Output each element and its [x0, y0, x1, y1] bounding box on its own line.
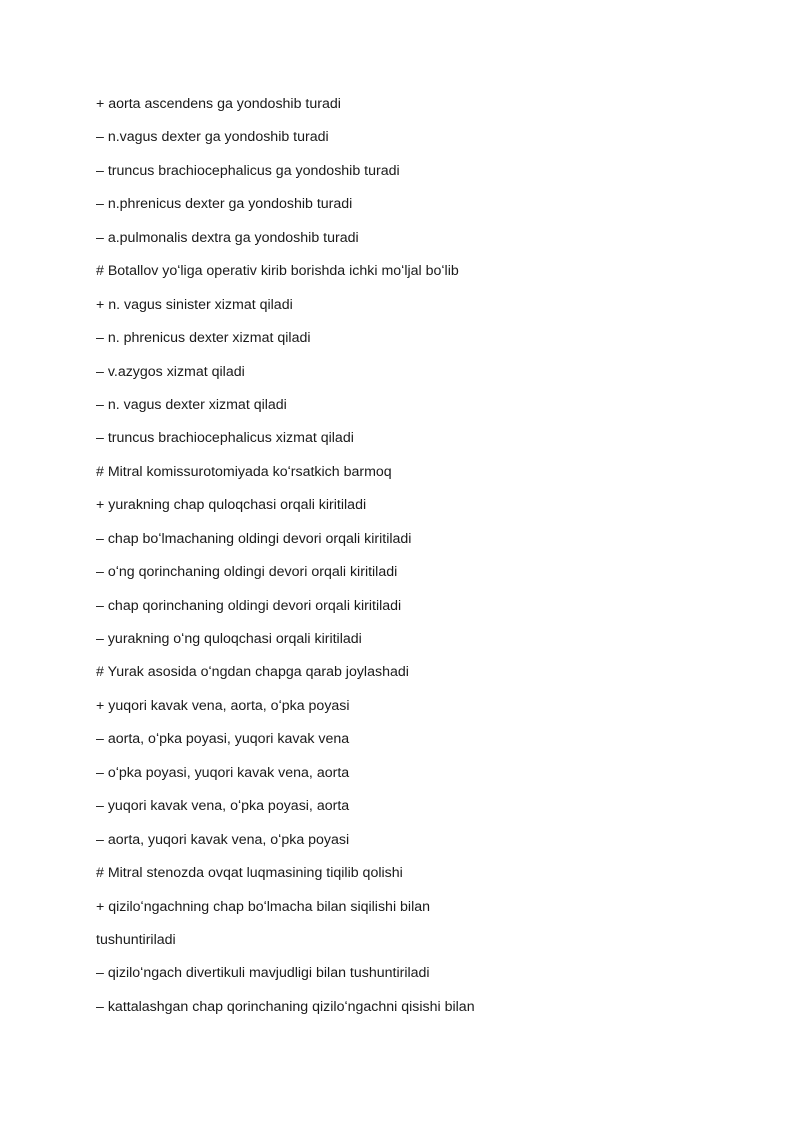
- text-line: – truncus brachiocephalicus ga yondoshib turadi: [96, 162, 400, 179]
- text-line: – kattalashgan chap qorinchaning qiziloʻngachni qisishi bilan: [96, 998, 475, 1015]
- question-line: # Yurak asosida oʻngdan chapga qarab joylashadi: [96, 664, 409, 681]
- text-line: + n. vagus sinister xizmat qiladi: [96, 296, 293, 313]
- text-block: [96, 94, 736, 1030]
- question-line: # Botallov yoʻliga operativ kirib borishda ichki moʻljal boʻlib: [96, 263, 459, 280]
- text-line: + aorta ascendens ga yondoshib turadi: [96, 96, 341, 112]
- text-line: – oʻpka poyasi, yuqori kavak vena, aorta: [96, 764, 350, 781]
- text-line: – chap qorinchaning oldingi devori orqali kiritiladi: [96, 597, 402, 614]
- question-line: # Mitral komissurotomiyada koʻrsatkich barmoq: [96, 463, 392, 480]
- text-line: – chap boʻlmachaning oldingi devori orqali kiritiladi: [96, 530, 412, 547]
- text-line: – aorta, oʻpka poyasi, yuqori kavak vena: [96, 731, 350, 748]
- text-line: + yuqori kavak vena, aorta, oʻpka poyasi: [96, 697, 350, 714]
- text-line: + yurakning chap quloqchasi orqali kiritiladi: [96, 497, 367, 514]
- text-line: – qiziloʻngach divertikuli mavjudligi bilan tushuntiriladi: [96, 965, 430, 982]
- text-line: – n.vagus dexter ga yondoshib turadi: [96, 129, 329, 146]
- text-line: + qiziloʻngachning chap boʻlmacha bilan siqilishi bilan: [96, 898, 431, 915]
- text-line: – yuqori kavak vena, oʻpka poyasi, aorta: [96, 798, 350, 815]
- text-line: tushuntiriladi: [96, 931, 176, 948]
- text-line: – yurakning oʻng quloqchasi orqali kiritiladi: [96, 631, 362, 647]
- text-line: – n. vagus dexter xizmat qiladi: [96, 396, 287, 413]
- text-line: – n. phrenicus dexter xizmat qiladi: [96, 330, 311, 347]
- text-line: – aorta, yuqori kavak vena, oʻpka poyasi: [96, 831, 350, 848]
- text-line: – v.azygos xizmat qiladi: [96, 363, 245, 380]
- text-line: – truncus brachiocephalicus xizmat qiladi: [96, 430, 354, 447]
- question-line: # Mitral stenozda ovqat luqmasining tiqilib qolishi: [96, 865, 403, 882]
- text-line: – a.pulmonalis dextra ga yondoshib turadi: [96, 229, 359, 246]
- text-line: – oʻng qorinchaning oldingi devori orqali kiritiladi: [96, 564, 398, 581]
- text-line: – n.phrenicus dexter ga yondoshib turadi: [96, 196, 353, 213]
